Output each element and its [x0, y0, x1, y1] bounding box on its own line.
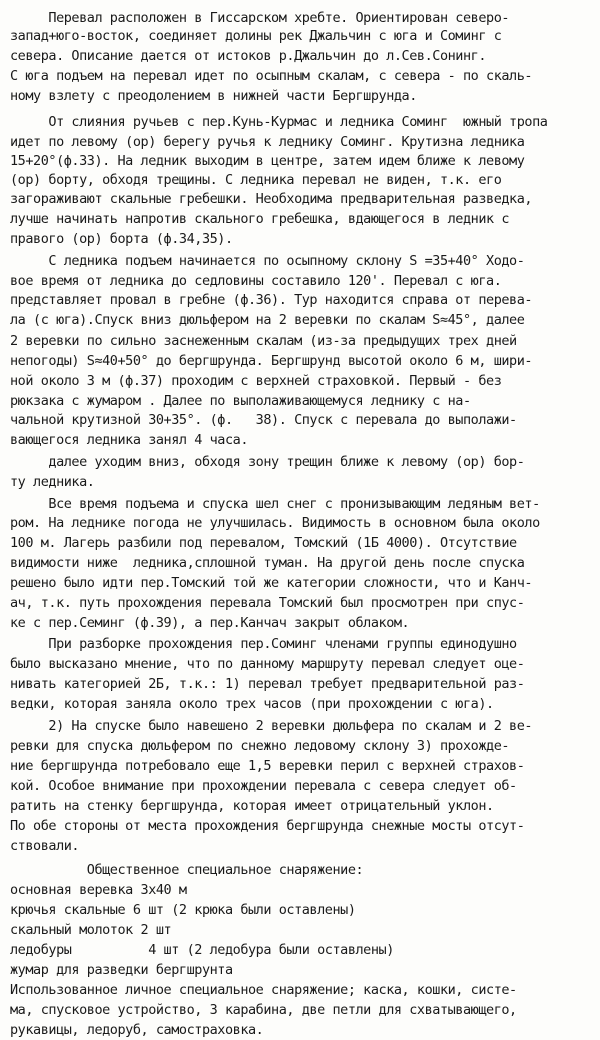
text-line: севера. Описание дается от истоков р.Джальчин до л.Сев.Сонинг.	[10, 48, 487, 64]
text-line: крючья скальные 6 шт (2 крюка были оставлены)	[10, 902, 356, 918]
text-line: кой. Особое внимание при прохождении перевала с севера следует об-	[10, 778, 517, 794]
text-line: ному взлету с преодолением в нижней части Бергшрунда.	[10, 88, 417, 104]
text-line: вое время от ледника до седловины составило 120'. Перевал с юга.	[10, 273, 502, 289]
text-line: ной около 3 м (ф.37) проходим с верхней страховкой. Первый - без	[10, 373, 502, 389]
text-line: далее уходим вниз, обходя зону трещин ближе к левому (ор) бор-	[10, 454, 525, 470]
text-line: представляет провал в гребне (ф.36). Тур находится справа от перева-	[10, 292, 533, 308]
text-line: решено было идти пер.Томский той же категории сложности, что и Канч-	[10, 575, 533, 591]
text-line: Общественное специальное снаряжение:	[10, 862, 364, 878]
text-line: ке с пер.Семинг (ф.39), а пер.Канчач закрыт облаком.	[10, 615, 410, 631]
text-line: Все время подъема и спуска шел снег с пронизывающим ледяным вет-	[10, 496, 540, 512]
text-line: правого (ор) борта (ф.34,35).	[10, 231, 233, 247]
text-line: нивать категорией 2Б, т.к.: 1) перевал требует предварительной раз-	[10, 676, 525, 692]
text-line: ведки, которая заняла около трех часов (при прохождении с юга).	[10, 696, 494, 712]
text-line: ром. На леднике погода не улучшилась. Видимость в основном была около	[10, 515, 540, 531]
text-line: 2) На спуске было навешено 2 веревки дюльфера по скалам и 2 ве-	[10, 718, 533, 734]
text-line: При разборке прохождения пер.Соминг членами группы единодушно	[10, 636, 517, 652]
text-line: запад+юго-восток, соединяет долины рек Джальчин с юга и Соминг с	[10, 28, 502, 44]
text-line: Перевал расположен в Гиссарском хребте. Ориентирован северо-	[10, 10, 510, 26]
text-line: От слияния ручьев с пер.Кунь-Курмас и ледника Соминг южный тропа	[10, 114, 548, 130]
text-line: 15+20°(ф.33). На ледник выходим в центре, затем идем ближе к левому	[10, 153, 525, 169]
text-line: По обе стороны от места прохождения бергшрунда снежные мосты отсут-	[10, 818, 525, 834]
text-line: идет по левому (ор) берегу ручья к леднику Соминг. Крутизна ледника	[10, 134, 525, 150]
text-line: ревки для спуска дюльфером по снежно ледовому склону 3) прохожде-	[10, 738, 510, 754]
text-line: видимости ниже ледника,сплошной туман. На другой день после спуска	[10, 555, 525, 571]
text-line: С юга подъем на перевал идет по осыпным скалам, с севера - по скаль-	[10, 68, 533, 84]
text-line: ратить на стенку бергшрунда, которая имеет отрицательный уклон.	[10, 798, 494, 814]
text-line: ствовали.	[10, 838, 80, 854]
text-line: вающегося ледника занял 4 часа.	[10, 432, 249, 448]
text-line: 100 м. Лагерь разбили под перевалом, Томский (1Б 4000). Отсутствие	[10, 535, 517, 551]
text-line: С ледника подъем начинается по осыпному склону S =35+40° Ходо-	[10, 253, 525, 269]
text-line: загораживают скальные гребешки. Необходима предварительная разведка,	[10, 191, 533, 207]
text-line: рюкзака с жумаром . Далее по выполаживающемуся леднику с на-	[10, 393, 471, 409]
text-line: ледобуры 4 шт (2 ледобура были оставлены)	[10, 942, 394, 958]
text-line: Использованное личное специальное снаряжение; каска, кошки, систе-	[10, 982, 517, 998]
text-line: 2 веревки по сильно заснеженным скалам (из-за предыдущих трех дней	[10, 333, 517, 349]
text-line: ние бергшрунда потребовало еще 1,5 веревки перил с верхней страхов-	[10, 758, 525, 774]
text-line: ла (с юга).Спуск вниз дюльфером на 2 веревки по скалам S≈45°, далее	[10, 312, 525, 328]
text-line: (ор) борту, обходя трещины. С ледника перевал не виден, т.к. его	[10, 172, 502, 188]
text-line: ту ледника.	[10, 474, 95, 490]
text-line: чальной крутизной 30+35°. (ф. 38). Спуск с перевала до выполажи-	[10, 412, 517, 428]
text-line: рукавицы, ледоруб, самостраховка.	[10, 1022, 264, 1038]
text-line: было высказано мнение, что по данному маршруту перевал следует оце-	[10, 656, 525, 672]
text-line: ач, т.к. путь прохождения перевала Томский был просмотрен при спус-	[10, 595, 525, 611]
text-line: основная веревка 3х40 м	[10, 882, 187, 898]
text-line: лучше начинать напротив скального гребешка, вдающегося в ледник с	[10, 211, 510, 227]
text-line: непогоды) S≈40+50° до бергшрунда. Бергшрунд высотой около 6 м, шири-	[10, 353, 533, 369]
text-line: скальный молоток 2 шт	[10, 922, 172, 938]
text-line: жумар для разведки бергшрунта	[10, 962, 233, 978]
text-line: ма, спусковое устройство, 3 карабина, две петли для схватывающего,	[10, 1002, 517, 1018]
